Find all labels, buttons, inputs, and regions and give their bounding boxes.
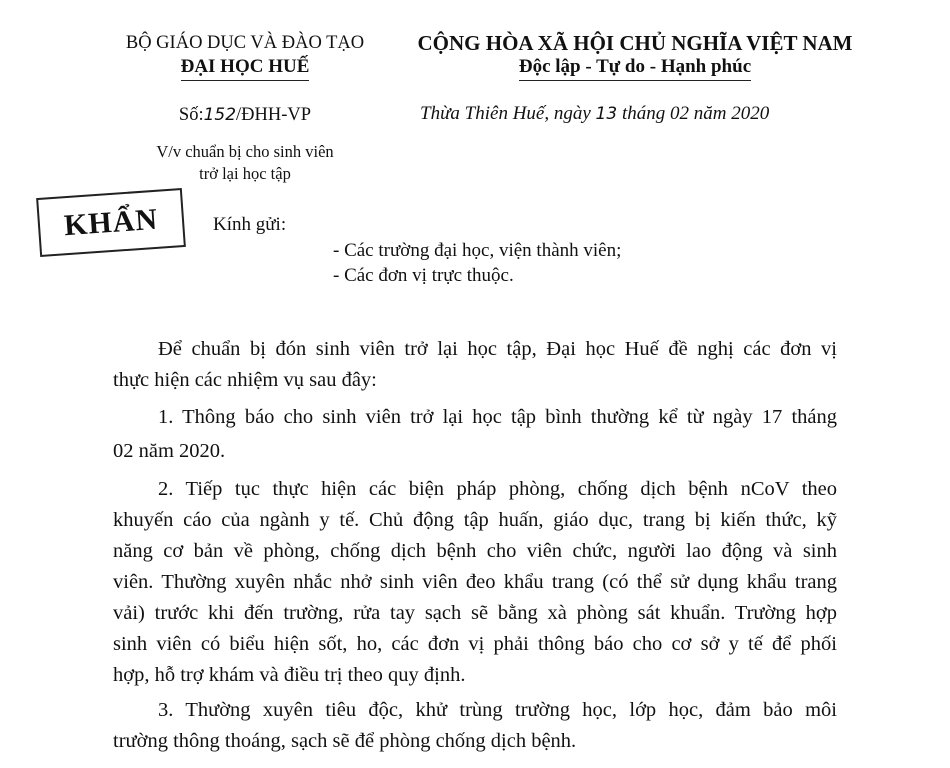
subject-line-1: V/v chuẩn bị cho sinh viên — [156, 142, 334, 161]
body-line: năng cơ bản về phòng, chống dịch bệnh cho viên chức, người lao động và sinh — [113, 540, 837, 562]
recipient-1: - Các trường đại học, viện thành viên; — [333, 240, 622, 261]
body-line: viên. Thường xuyên nhắc nhở sinh viên đeo khẩu trang (có thể sử dụng khẩu trang — [113, 571, 837, 593]
nation-title: CỘNG HÒA XÃ HỘI CHỦ NGHĨA VIỆT NAM — [417, 31, 853, 55]
university-name — [100, 56, 390, 81]
body-line: hợp, hỗ trợ khám và điều trị theo quy định. — [113, 664, 466, 686]
date-day: 13 — [595, 104, 618, 124]
university-name-text: ĐẠI HỌC HUẾ — [181, 56, 310, 81]
subject-line-2: trở lại học tập — [199, 164, 291, 183]
body-line: 2. Tiếp tục thực hiện các biện pháp phòng, chống dịch bệnh nCoV theo — [158, 478, 837, 500]
recipient-2: - Các đơn vị trực thuộc. — [333, 265, 514, 286]
motto — [395, 56, 875, 81]
number-handwritten: 152 — [203, 105, 237, 125]
greeting: Kính gửi: — [213, 214, 287, 235]
document-number — [100, 105, 390, 126]
body-line: vải) trước khi đến trường, rửa tay sạch sẽ bằng xà phòng sát khuẩn. Trường hợp — [113, 602, 837, 624]
number-suffix: /ĐHH-VP — [236, 105, 312, 125]
body-line: sinh viên có biểu hiện sốt, ho, các đơn vị phải thông báo cho cơ sở y tế để phối — [113, 633, 837, 655]
body-line: 3. Thường xuyên tiêu độc, khử trùng trường học, lớp học, đảm bảo môi — [158, 699, 837, 721]
motto-text: Độc lập - Tự do - Hạnh phúc — [519, 56, 751, 81]
body-line: trường thông thoáng, sạch sẽ để phòng chống dịch bệnh. — [113, 730, 577, 752]
body-line: khuyến cáo của ngành y tế. Chủ động tập huấn, giáo dục, trang bị kiến thức, kỹ — [113, 509, 837, 531]
body-line: 1. Thông báo cho sinh viên trở lại học tập bình thường kể từ ngày 17 tháng — [158, 406, 837, 428]
date-suffix: tháng 02 năm 2020 — [621, 103, 770, 124]
number-prefix: Số: — [178, 105, 204, 125]
urgent-stamp: KHẨN — [36, 188, 186, 257]
document-date — [420, 103, 769, 125]
body-line: Để chuẩn bị đón sinh viên trở lại học tập, Đại học Huế đề nghị các đơn vị — [158, 338, 837, 360]
ministry-name: BỘ GIÁO DỤC VÀ ĐÀO TẠO — [125, 33, 365, 53]
date-prefix: Thừa Thiên Huế, ngày — [420, 103, 591, 124]
body-line: 02 năm 2020. — [113, 440, 226, 462]
body-line: thực hiện các nhiệm vụ sau đây: — [113, 369, 377, 391]
